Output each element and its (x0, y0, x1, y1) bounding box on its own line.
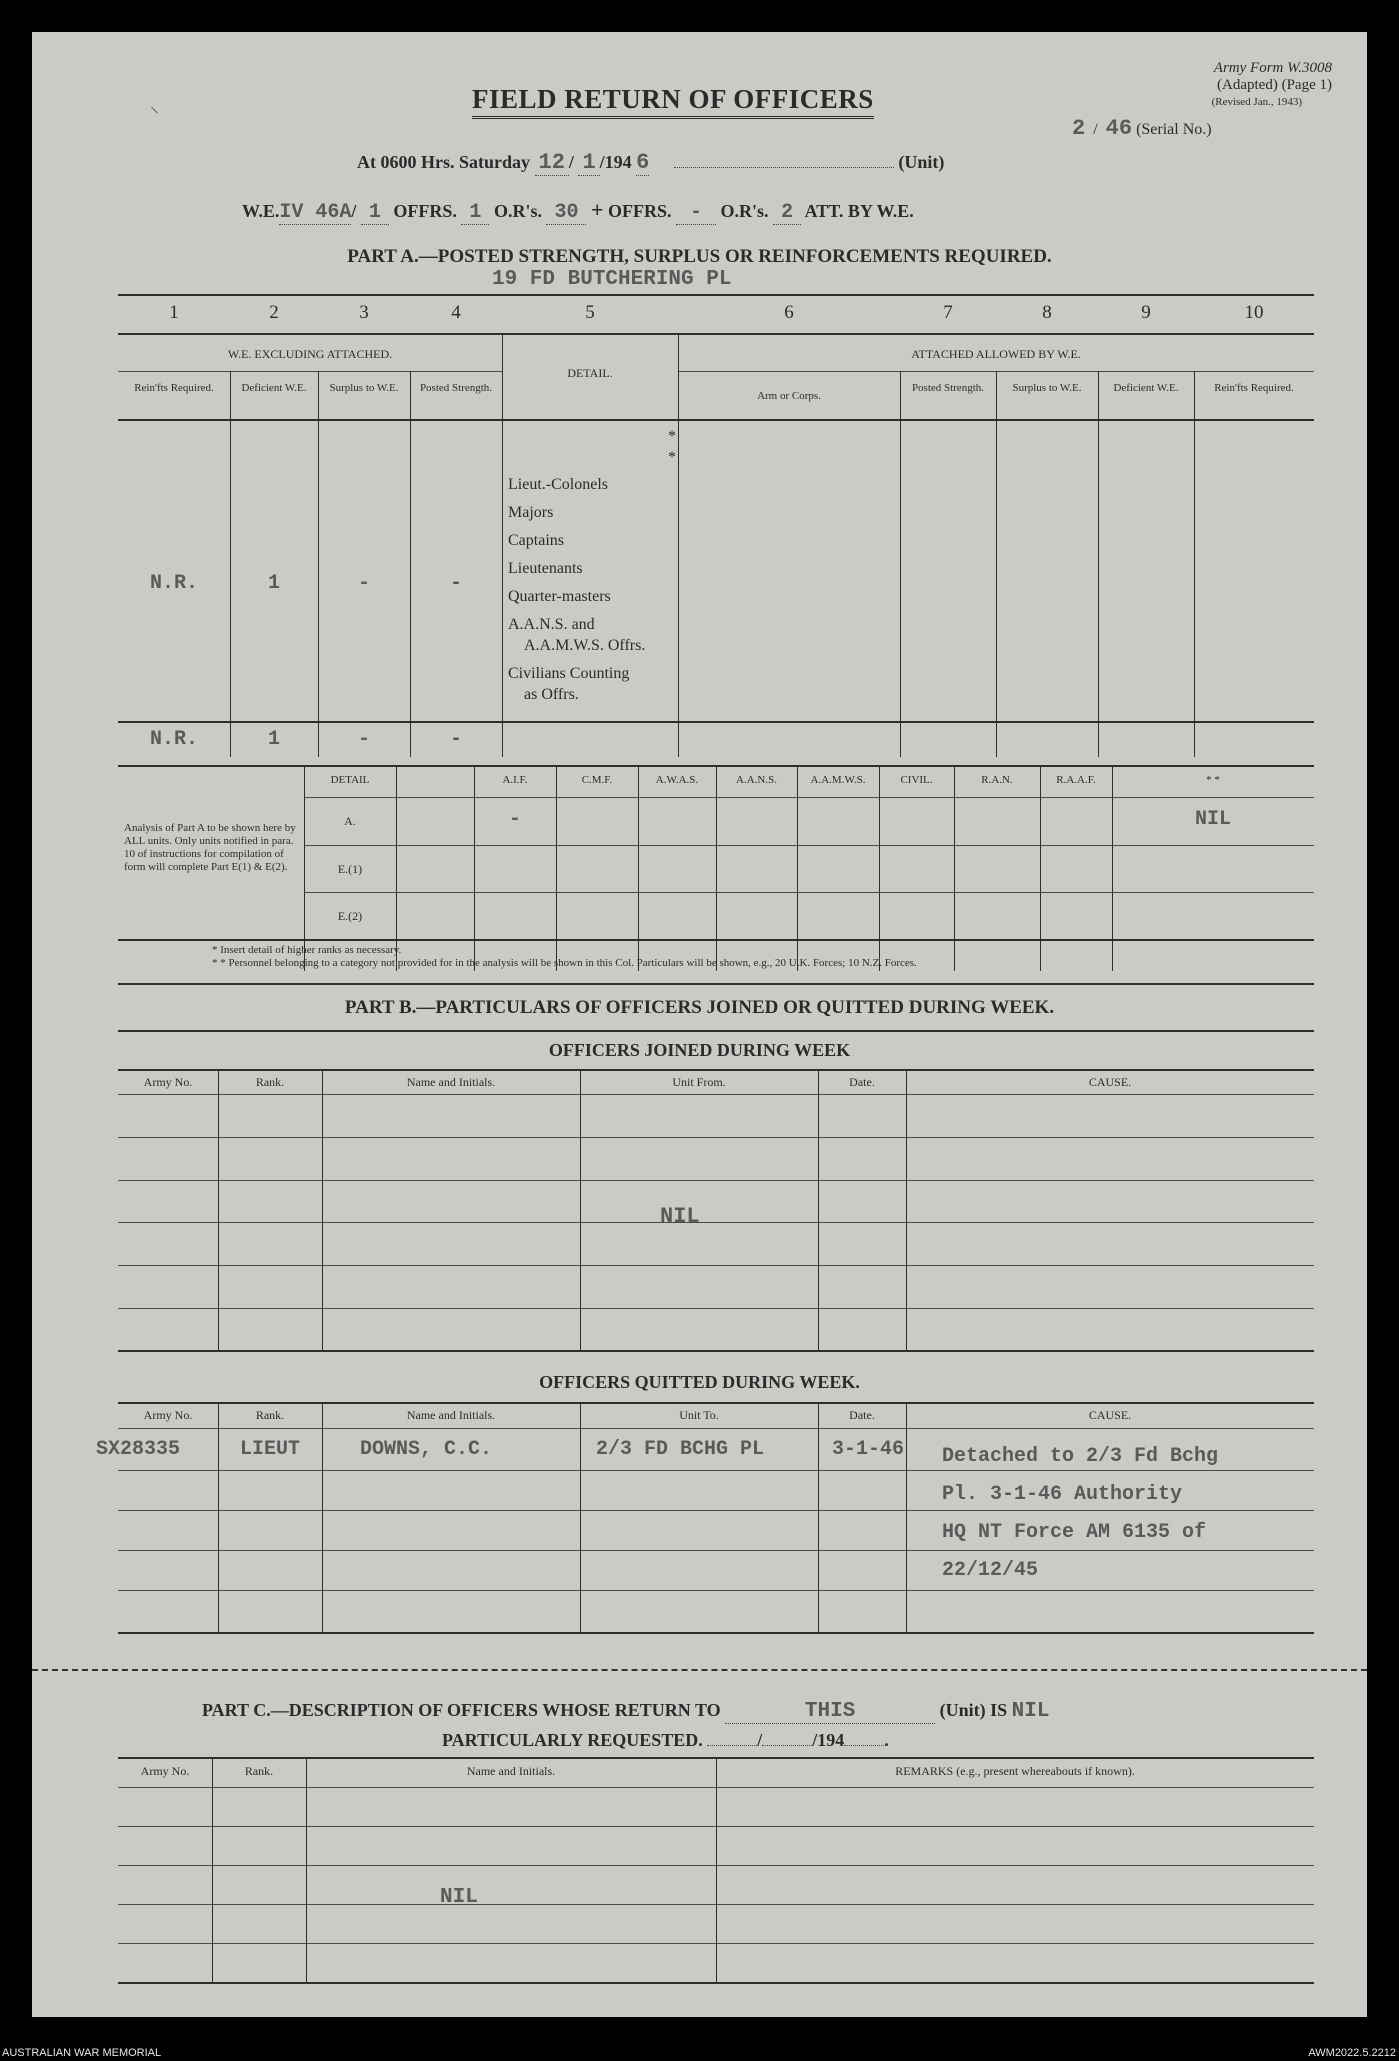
quitted-title: OFFICERS QUITTED DURING WEEK. (539, 1372, 860, 1392)
column-numbers: 1 2 3 4 5 6 7 8 9 10 (169, 302, 1264, 323)
form-sheet (32, 32, 1367, 2017)
col-surplus-we: Surplus to W.E. (329, 382, 399, 394)
joined-nil: NIL (660, 1204, 700, 1229)
analysis-row-a: A. (344, 814, 356, 828)
analysis-row-e1: E.(1) (337, 862, 363, 876)
analysis-row-e2: E.(2) (337, 909, 363, 923)
detail-header: DETAIL. (567, 366, 613, 380)
return-day: 12 (535, 150, 569, 176)
we-value: IV 46A (279, 201, 352, 224)
joined-headers: Army No. Rank. Name and Initials. Unit From. Date. CAUSE. (143, 1075, 1132, 1089)
col-arm-corps: Arm or Corps. (757, 390, 821, 402)
form-reference (1092, 60, 1332, 111)
ors-value: 30 (546, 201, 586, 225)
part-c-body-nil: NIL (440, 1886, 478, 1909)
col-posted-strength: Posted Strength. (419, 382, 493, 394)
form-ref-line2: (Adapted) (Page 1) (1217, 77, 1332, 93)
surplus-value: - (357, 572, 370, 595)
quitted-rank: LIEUT (240, 1438, 301, 1461)
we-number: 1 (361, 201, 389, 225)
col-att-deficient: Deficient W.E. (1113, 382, 1179, 394)
quitted-army-no: SX28335 (96, 1438, 181, 1461)
total-posted-value: - (449, 728, 462, 751)
archive-reference: AWM2022.5.2212 (1308, 2047, 1396, 2059)
posted-value: - (449, 572, 462, 595)
we-excluding-header: W.E. EXCLUDING ATTACHED. (227, 347, 393, 361)
joined-title: OFFICERS JOINED DURING WEEK (548, 1040, 851, 1060)
archive-credit: AUSTRALIAN WAR MEMORIAL (2, 2047, 162, 2059)
col-reinfts-required: Rein'fts Required. (134, 382, 214, 394)
establishment-line: W.E.IV 46A/ 1 OFFRS. 1 O.R's. 30 + OFFRS. - O.R's. 2 ATT. BY W.E. (242, 197, 914, 224)
return-year-digit: 6 (636, 150, 650, 175)
ors2-value: 2 (773, 201, 801, 225)
part-c-subtitle: PARTICULARLY REQUESTED. / /194 . (442, 1730, 889, 1750)
offrs-value: 1 (461, 201, 489, 225)
page-title: FIELD RETURN OF OFFICERS (472, 84, 874, 119)
ranks-list: * * Lieut.-Colonels Majors Captains Lieutenants Quarter-masters A.A.N.S. and A.A.M.W.S. Offrs. Civilians Counting as Offrs. (508, 428, 676, 703)
part-c-return-to: THIS (725, 1700, 935, 1724)
part-b-title: PART B.—PARTICULARS OF OFFICERS JOINED OR QUITTED DURING WEEK. (344, 997, 1055, 1018)
unit-name-typed: 19 FD BUTCHERING PL (492, 268, 732, 291)
attached-allowed-header: ATTACHED ALLOWED BY W.E. (911, 347, 1081, 361)
part-c-headers: Army No. Rank. Name and Initials. REMARKS (e.g., present whereabouts if known). (140, 1764, 1135, 1778)
reinfts-required-value: N.R. (149, 572, 198, 595)
footnote-1: * Insert detail of higher ranks as necessary. (212, 944, 402, 956)
quitted-cause: Detached to 2/3 Fd Bchg Pl. 3-1-46 Authority HQ NT Force AM 6135 of 22/12/45 (942, 1445, 1219, 1582)
footnote-2: * * Personnel belonging to a category not provided for in the analysis will be shown in this Col. Particulars will be shown, e.g., 20 U.K. Forces; 10 N.Z. Forces. (212, 957, 917, 969)
col-att-posted: Posted Strength. (911, 382, 985, 394)
part-a-title: PART A.—POSTED STRENGTH, SURPLUS OR REINFORCEMENTS REQUIRED. (347, 246, 1052, 267)
total-surplus-value: - (357, 728, 370, 751)
quitted-headers: Army No. Rank. Name and Initials. Unit To. Date. CAUSE. (143, 1408, 1132, 1422)
total-a-value: NIL (1194, 808, 1231, 831)
offrs2-value: - (676, 201, 716, 225)
form-ref-line1: Army Form W.3008 (1213, 60, 1332, 76)
col-deficient-we: Deficient W.E. (241, 382, 307, 394)
analysis-note: Analysis of Part A to be shown here by ALL units. Only units notified in para. 10 of instructions for compilation of form will complete Part E(1) & E(2). (124, 822, 296, 873)
paper-mark: ⸜ (150, 96, 159, 116)
return-month: 1 (578, 150, 599, 176)
deficient-value: 1 (267, 572, 280, 595)
quitted-unit-to: 2/3 FD BCHG PL (596, 1438, 765, 1461)
analysis-headers: DETAIL A.I.F. C.M.F. A.W.A.S. A.A.N.S. A.A.M.W.S. CIVIL. R.A.N. R.A.A.F. * * (330, 774, 1220, 786)
total-reinfts-value: N.R. (149, 728, 198, 751)
total-deficient-value: 1 (267, 728, 280, 751)
return-date-line: At 0600 Hrs. Saturday 12 / 1 /194 6 (Unit) (357, 150, 945, 175)
form-ref-line3: (Revised Jan., 1943) (1211, 96, 1302, 108)
serial-number: 2 / 46 (Serial No.) (1072, 116, 1212, 141)
part-c-title: PART C.—DESCRIPTION OF OFFICERS WHOSE RETURN TO THIS (Unit) IS NIL (202, 1700, 1050, 1723)
aif-a-value: - (508, 808, 521, 831)
unit-field (674, 167, 894, 168)
col-att-reinfts: Rein'fts Required. (1214, 382, 1294, 394)
quitted-name: DOWNS, C.C. (360, 1438, 493, 1461)
part-c-nil: NIL (1011, 1700, 1050, 1723)
quitted-date: 3-1-46 (832, 1438, 905, 1461)
perforation-line (32, 1669, 1367, 1671)
col-att-surplus: Surplus to W.E. (1012, 382, 1082, 394)
